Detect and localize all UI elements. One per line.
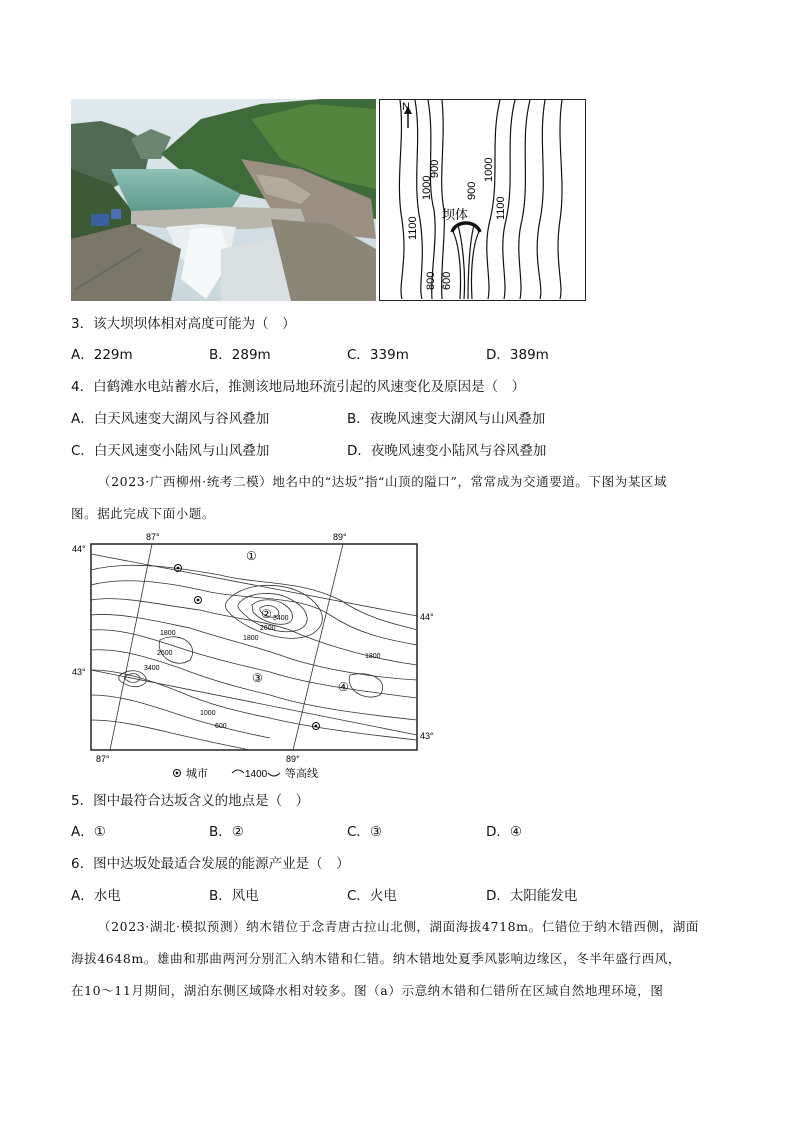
question-3-option-c[interactable]: C．339m bbox=[347, 347, 409, 363]
contour-label: 1000 bbox=[421, 175, 433, 200]
question-4-option-c[interactable]: C．白天风速变小陆风与山风叠加 bbox=[71, 443, 270, 459]
contour-label: 900 bbox=[466, 181, 478, 200]
intro-paragraph-2-line-2: 海拔4648m。雄曲和那曲两河分别汇入纳木错和仁错。纳木错地处夏季风影响边缘区，冬半年盛行西风， bbox=[71, 951, 681, 966]
contour-value: 2600 bbox=[260, 625, 276, 632]
contour-label: 600 bbox=[441, 271, 453, 290]
question-4-option-b[interactable]: B．夜晚风速变大湖风与山风叠加 bbox=[347, 411, 546, 427]
legend-contour-label: 等高线 bbox=[285, 768, 318, 780]
dam-contour-map bbox=[379, 99, 586, 301]
contour-label: 900 bbox=[429, 159, 441, 178]
contour-value: 1800 bbox=[243, 635, 259, 642]
contour-label: 1100 bbox=[495, 196, 507, 220]
lon-label: 89° bbox=[286, 754, 300, 764]
question-3-stem: 3．该大坝坝体相对高度可能为（ ） bbox=[71, 316, 296, 332]
dam-photo-graphic bbox=[71, 99, 376, 301]
dam-contour-graphic bbox=[380, 100, 584, 299]
question-6-stem: 6．图中达坂处最适合发展的能源产业是（ ） bbox=[71, 856, 350, 872]
lat-label: 44° bbox=[72, 544, 86, 554]
question-3-option-d[interactable]: D．389m bbox=[486, 347, 549, 363]
contour-label: 800 bbox=[425, 271, 437, 290]
dam-label: 坝体 bbox=[442, 207, 469, 222]
question-5-option-a[interactable]: A．① bbox=[71, 824, 106, 840]
question-3-option-a[interactable]: A．229m bbox=[71, 347, 133, 363]
intro-paragraph-2-line-1: （2023·湖北·模拟预测）纳木错位于念青唐古拉山北侧，湖面海拔4718m。仁错位于纳木错西侧，湖面 bbox=[98, 919, 699, 934]
region-contour-map bbox=[60, 530, 450, 782]
contour-value: 3400 bbox=[144, 665, 160, 672]
legend-city-label: 城市 bbox=[186, 768, 208, 780]
question-3-option-b[interactable]: B．289m bbox=[209, 347, 271, 363]
contour-value: 1800 bbox=[365, 653, 381, 660]
contour-value: 3400 bbox=[273, 615, 289, 622]
contour-value: 600 bbox=[215, 723, 227, 730]
lon-label: 89° bbox=[333, 532, 347, 542]
intro-paragraph-2-line-3: 在10～11月期间，湖泊东侧区域降水相对较多。图（a）示意纳木错和仁错所在区域自然地理环境，图 bbox=[71, 983, 664, 998]
lon-label: 87° bbox=[96, 754, 110, 764]
point-3: ③ bbox=[252, 671, 263, 685]
contour-value: 2600 bbox=[157, 650, 173, 657]
question-5-option-d[interactable]: D．④ bbox=[486, 824, 522, 840]
point-1: ① bbox=[246, 549, 257, 563]
north-label: N bbox=[402, 101, 410, 113]
question-5-option-c[interactable]: C．③ bbox=[347, 824, 383, 840]
legend-contour-value: 1400 bbox=[245, 769, 268, 780]
point-2: ② bbox=[261, 607, 272, 621]
dam-photo bbox=[71, 99, 376, 301]
question-6-option-d[interactable]: D．太阳能发电 bbox=[486, 888, 578, 904]
contour-value: 1000 bbox=[200, 710, 216, 717]
question-4-option-a[interactable]: A．白天风速变大湖风与谷风叠加 bbox=[71, 411, 270, 427]
lat-label: 44° bbox=[420, 612, 434, 622]
lon-label: 87° bbox=[146, 532, 160, 542]
question-4-option-d[interactable]: D．夜晚风速变小陆风与谷风叠加 bbox=[347, 443, 547, 459]
intro-paragraph-1-line-1: （2023·广西柳州·统考二模）地名中的“达坂”指“山顶的隘口”，常常成为交通要道。下图为某区域 bbox=[98, 474, 668, 489]
point-4: ④ bbox=[338, 680, 349, 694]
question-6-option-b[interactable]: B．风电 bbox=[209, 888, 259, 904]
question-5-stem: 5．图中最符合达坂含义的地点是（ ） bbox=[71, 793, 310, 809]
question-6-option-c[interactable]: C．火电 bbox=[347, 888, 397, 904]
contour-label: 1100 bbox=[407, 216, 419, 240]
question-4-stem: 4．白鹤滩水电站蓄水后，推测该地局地环流引起的风速变化及原因是（ ） bbox=[71, 379, 526, 395]
lat-label: 43° bbox=[72, 667, 86, 677]
region-map-graphic bbox=[60, 530, 450, 782]
map-legend bbox=[174, 766, 319, 780]
contour-label: 1000 bbox=[483, 157, 495, 182]
intro-paragraph-1-line-2: 图。据此完成下面小题。 bbox=[71, 506, 216, 521]
question-5-option-b[interactable]: B．② bbox=[209, 824, 244, 840]
question-6-option-a[interactable]: A．水电 bbox=[71, 888, 121, 904]
lat-label: 43° bbox=[420, 731, 434, 741]
contour-value: 1800 bbox=[160, 630, 176, 637]
